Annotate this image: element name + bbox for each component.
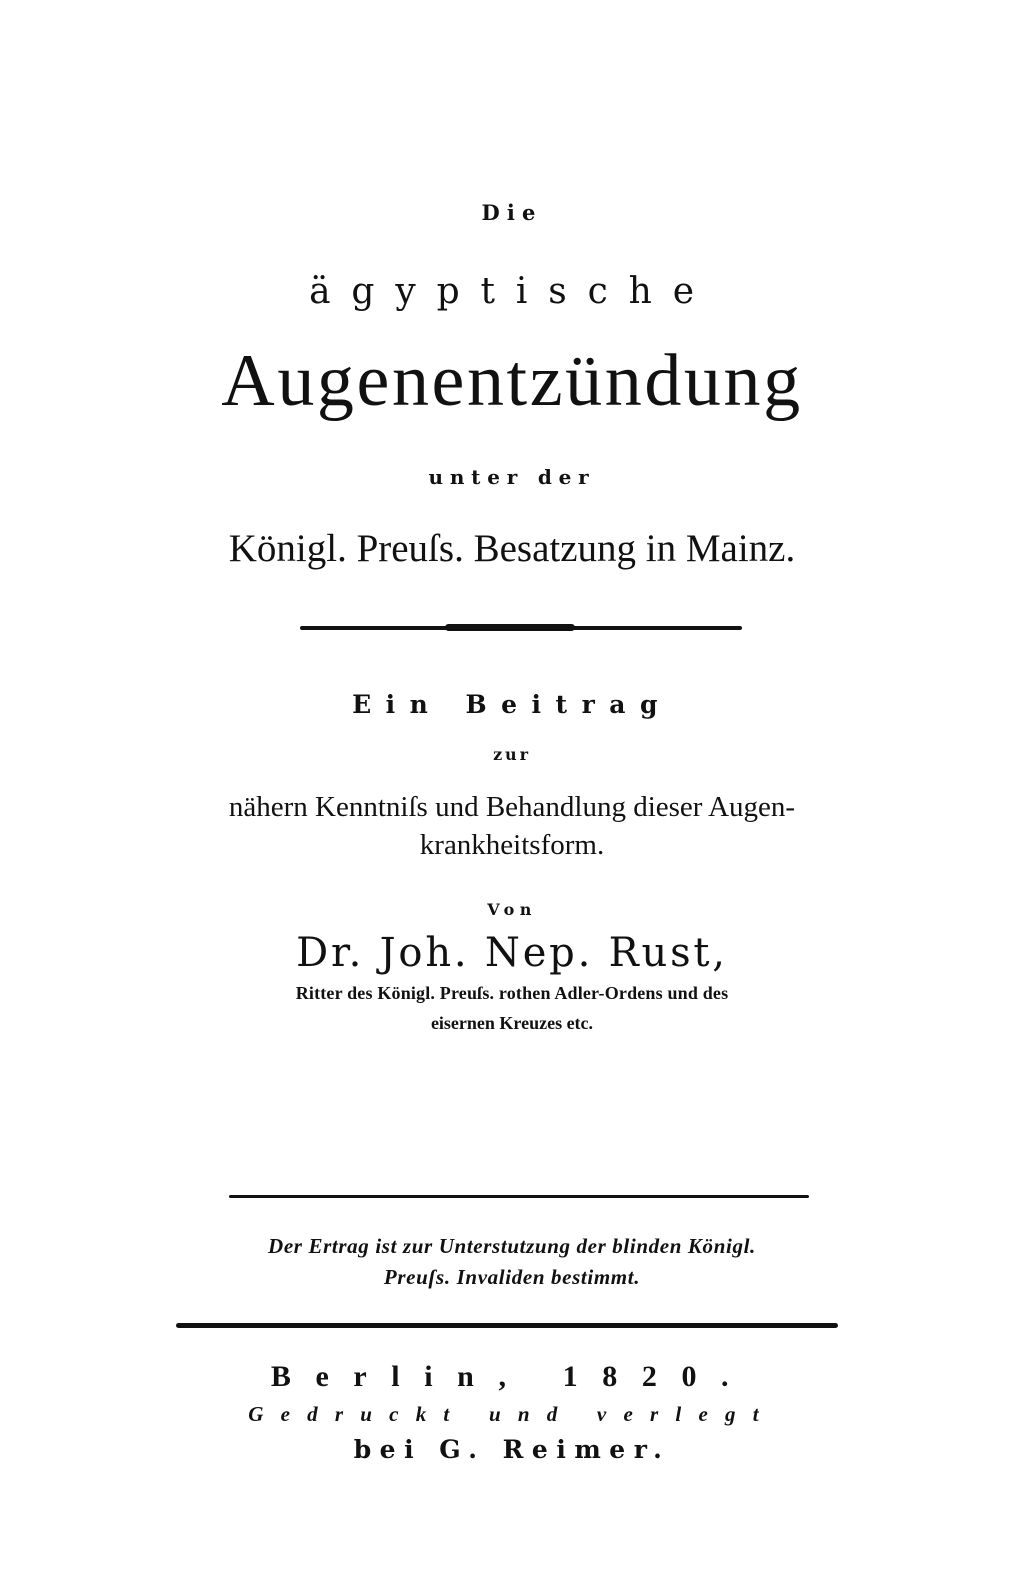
proceeds-note-line-1: Der Ertrag ist zur Unterstutzung der blinden Königl. (268, 1234, 756, 1258)
author-name: Dr. Joh. Nep. Rust, (296, 930, 728, 976)
byline-label: Von (487, 900, 537, 919)
subtitle-line-1: nähern Kenntniſs und Behandlung dieser Augen- (228, 791, 796, 823)
imprint-place-year: Berlin, 1820. (270, 1360, 754, 1393)
subtitle-zur: zur (493, 745, 531, 764)
subtitle-intro: Ein Beitrag (352, 690, 672, 719)
proceeds-note-line-2: Preuſs. Invaliden bestimmt. (383, 1265, 641, 1289)
author-title-line-2: eisernen Kreuzes etc. (430, 1013, 594, 1033)
divider-middle (229, 1195, 809, 1198)
imprint-publisher: bei G. Reimer. (353, 1435, 671, 1464)
title-adjective: ägyptische (309, 271, 715, 312)
divider-bottom (176, 1323, 838, 1328)
subtitle-line-2: krankheitsform. (419, 829, 605, 861)
author-title-line-1: Ritter des Königl. Preuſs. rothen Adler-Ordens und des (295, 983, 729, 1003)
imprint-printed: Gedruckt und verlegt (248, 1402, 776, 1426)
main-title: Augenentzündung (221, 340, 803, 422)
divider-top-swell (445, 624, 575, 631)
title-article: Die (481, 200, 543, 225)
title-garrison: Königl. Preuſs. Besatzung in Mainz. (228, 527, 796, 570)
title-connector: unter der (428, 465, 596, 489)
